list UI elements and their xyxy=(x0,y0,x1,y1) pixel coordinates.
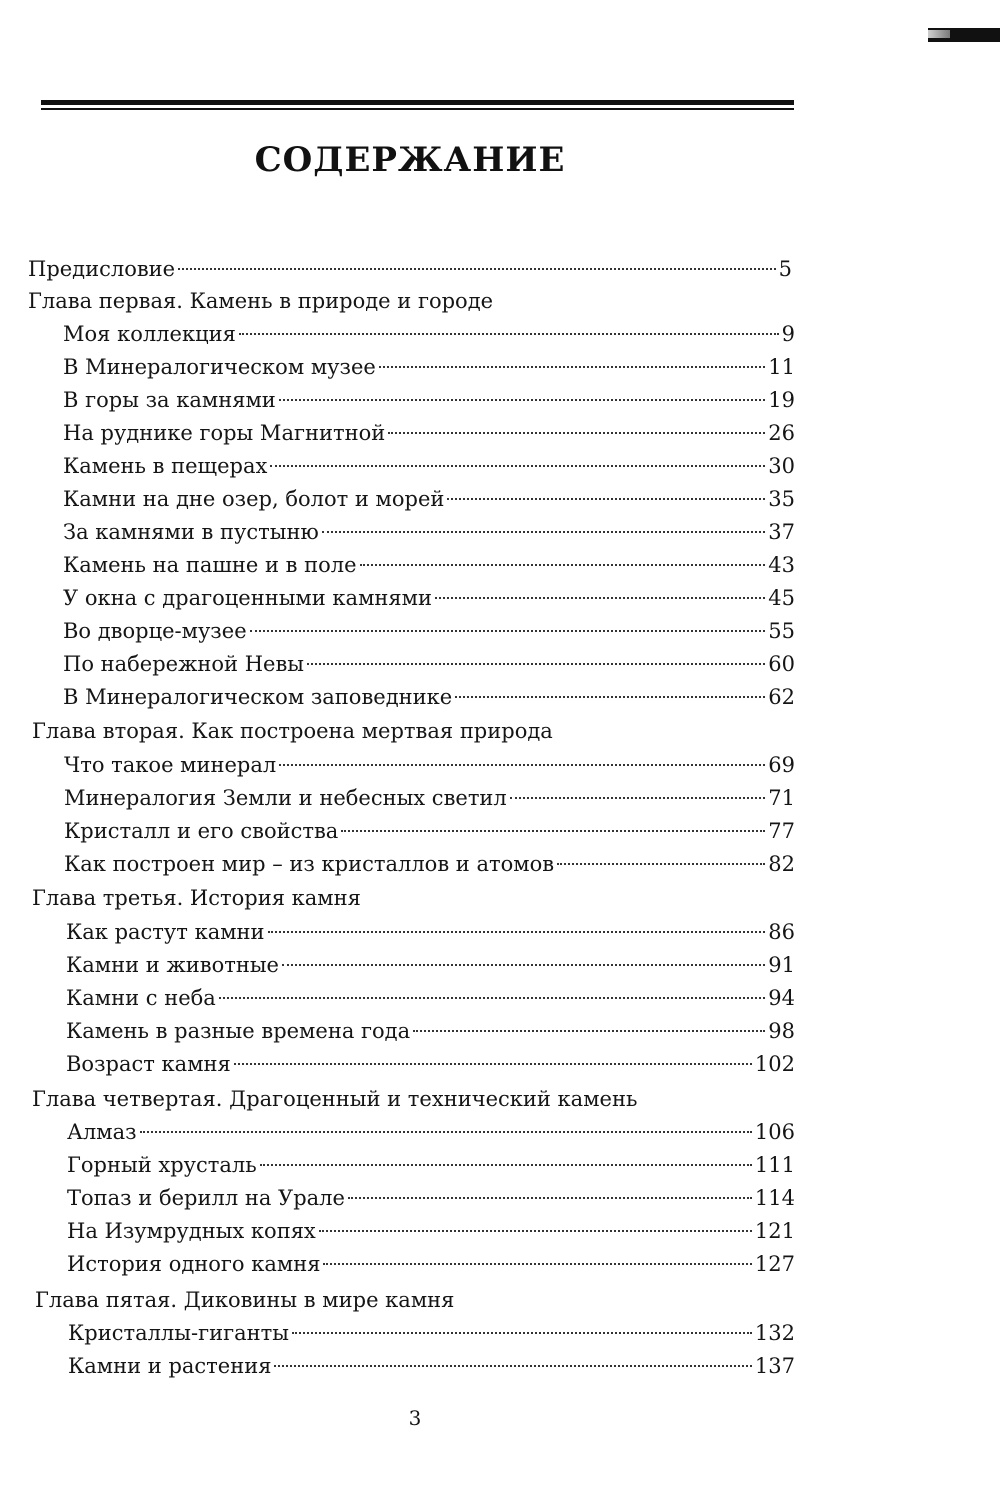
toc-entry-label: За камнями в пустыню xyxy=(63,520,319,544)
toc-entry[interactable] xyxy=(63,615,795,648)
dot-leader xyxy=(268,931,766,933)
toc-entry[interactable] xyxy=(63,516,795,549)
toc-entry[interactable] xyxy=(64,815,795,848)
toc-entry[interactable] xyxy=(63,318,795,351)
toc-entry-page: 111 xyxy=(754,1153,795,1177)
dot-leader xyxy=(274,1365,751,1367)
toc-entry-page: 94 xyxy=(768,986,795,1010)
toc-entry-label: Возраст камня xyxy=(66,1052,231,1076)
toc-entry-label: Как растут камни xyxy=(66,920,265,944)
toc-entry-page: 69 xyxy=(768,753,795,777)
toc-entry-label: Минералогия Земли и небесных светил xyxy=(64,786,507,810)
toc-entry-page: 137 xyxy=(754,1354,795,1378)
toc-entry-label: Как построен мир – из кристаллов и атомов xyxy=(64,852,555,876)
toc-entry-page: 26 xyxy=(768,421,795,445)
toc-entry-page: 55 xyxy=(768,619,795,643)
chapter-heading-2[interactable]: Глава вторая. Как построена мертвая природа xyxy=(32,719,553,743)
dot-leader xyxy=(279,399,765,401)
toc-entry-page: 102 xyxy=(754,1052,795,1076)
toc-entry-page: 132 xyxy=(754,1321,795,1345)
toc-entry[interactable] xyxy=(63,648,795,681)
dot-leader xyxy=(307,663,765,665)
toc-entry-page: 37 xyxy=(768,520,795,544)
dot-leader xyxy=(319,1230,752,1232)
toc-entry-page: 121 xyxy=(754,1219,795,1243)
chapter-heading-1[interactable]: Глава первая. Камень в природе и городе xyxy=(28,289,494,313)
dot-leader xyxy=(341,830,765,832)
page-number: 3 xyxy=(408,1406,422,1430)
dot-leader xyxy=(260,1164,752,1166)
toc-entry[interactable] xyxy=(66,982,795,1015)
toc-entry-label: Что такое минерал xyxy=(64,753,277,777)
toc-entry-page: 19 xyxy=(768,388,795,412)
toc-entry-label: В Минералогическом музее xyxy=(63,355,376,379)
dot-leader xyxy=(322,531,766,533)
toc-entry[interactable] xyxy=(63,384,795,417)
toc-entry-page: 30 xyxy=(768,454,795,478)
toc-entry[interactable] xyxy=(67,1149,795,1182)
chapter-heading-3[interactable]: Глава третья. История камня xyxy=(32,886,361,910)
top-rule-thin xyxy=(41,108,794,110)
dot-leader xyxy=(447,498,765,500)
toc-entry-label: Моя коллекция xyxy=(63,322,236,346)
toc-entry-label: Предисловие xyxy=(28,257,176,281)
toc-entry[interactable] xyxy=(67,1215,795,1248)
toc-entry-label: В горы за камнями xyxy=(63,388,276,412)
chapter-heading-5[interactable]: Глава пятая. Диковины в мире камня xyxy=(35,1288,455,1312)
toc-entry[interactable] xyxy=(66,949,795,982)
toc-entry[interactable] xyxy=(63,582,795,615)
toc-entry-label: Камни и животные xyxy=(66,953,279,977)
toc-entry-label: Камни и растения xyxy=(68,1354,272,1378)
dot-leader xyxy=(323,1263,751,1265)
dot-leader xyxy=(510,797,765,799)
toc-entry-label: В Минералогическом заповеднике xyxy=(63,685,453,709)
dot-leader xyxy=(178,268,776,270)
toc-entry-page: 82 xyxy=(768,852,795,876)
toc-entry-page: 71 xyxy=(768,786,795,810)
toc-entry-label: Кристаллы-гиганты xyxy=(68,1321,289,1345)
toc-entry-page: 91 xyxy=(768,953,795,977)
toc-entry[interactable] xyxy=(63,483,795,516)
dot-leader xyxy=(348,1197,752,1199)
toc-entry[interactable] xyxy=(64,749,795,782)
toc-entry-page: 106 xyxy=(754,1120,795,1144)
toc-entry-page: 9 xyxy=(781,322,795,346)
dot-leader xyxy=(388,432,765,434)
dot-leader xyxy=(557,863,765,865)
toc-entry-preface[interactable] xyxy=(28,253,792,286)
dot-leader xyxy=(270,465,765,467)
toc-entry-label: Камень в пещерах xyxy=(63,454,268,478)
toc-entry[interactable] xyxy=(63,351,795,384)
toc-entry[interactable] xyxy=(68,1317,795,1350)
dot-leader xyxy=(279,764,765,766)
toc-entry-page: 77 xyxy=(768,819,795,843)
dot-leader xyxy=(140,1131,752,1133)
toc-entry-label: На Изумрудных копях xyxy=(67,1219,316,1243)
toc-entry-page: 86 xyxy=(768,920,795,944)
toc-entry-label: Во дворце-музее xyxy=(63,619,247,643)
toc-entry[interactable] xyxy=(68,1350,795,1383)
toc-entry-page: 35 xyxy=(768,487,795,511)
dot-leader xyxy=(250,630,766,632)
dot-leader xyxy=(435,597,765,599)
toc-entry-page: 98 xyxy=(768,1019,795,1043)
toc-entry[interactable] xyxy=(66,916,795,949)
toc-entry-page: 127 xyxy=(754,1252,795,1276)
toc-entry-page: 114 xyxy=(754,1186,795,1210)
dot-leader xyxy=(282,964,765,966)
toc-entry-label: Камни на дне озер, болот и морей xyxy=(63,487,445,511)
toc-entry[interactable] xyxy=(67,1182,795,1215)
dot-leader xyxy=(292,1332,752,1334)
toc-entry-page: 43 xyxy=(768,553,795,577)
toc-entry-label: Камень в разные времена года xyxy=(66,1019,411,1043)
scan-corner-mark xyxy=(928,28,1000,42)
page-title: СОДЕРЖАНИЕ xyxy=(254,140,566,180)
toc-entry[interactable] xyxy=(64,848,795,881)
chapter-heading-4[interactable]: Глава четвертая. Драгоценный и технический камень xyxy=(32,1087,638,1111)
toc-entry[interactable] xyxy=(66,1048,795,1081)
dot-leader xyxy=(413,1030,765,1032)
toc-entry[interactable] xyxy=(66,1015,795,1048)
toc-entry-label: История одного камня xyxy=(67,1252,321,1276)
toc-entry-label: По набережной Невы xyxy=(63,652,304,676)
dot-leader xyxy=(379,366,765,368)
toc-entry[interactable] xyxy=(64,782,795,815)
toc-entry-label: У окна с драгоценными камнями xyxy=(63,586,432,610)
toc-entry-label: Камень на пашне и в поле xyxy=(63,553,357,577)
dot-leader xyxy=(219,997,765,999)
toc-entry[interactable] xyxy=(63,450,795,483)
top-rule-thick xyxy=(41,100,794,105)
dot-leader xyxy=(239,333,779,335)
dot-leader xyxy=(360,564,766,566)
toc-entry-label: Камни с неба xyxy=(66,986,216,1010)
toc-entry-page: 60 xyxy=(768,652,795,676)
toc-entry-label: Алмаз xyxy=(67,1120,137,1144)
toc-entry[interactable] xyxy=(67,1116,795,1149)
dot-leader xyxy=(455,696,765,698)
toc-entry-label: Топаз и берилл на Урале xyxy=(67,1186,345,1210)
toc-entry-page: 45 xyxy=(768,586,795,610)
dot-leader xyxy=(234,1063,752,1065)
toc-entry-label: Кристалл и его свойства xyxy=(64,819,339,843)
toc-entry-page: 11 xyxy=(768,355,795,379)
toc-entry-label: На руднике горы Магнитной xyxy=(63,421,386,445)
toc-entry[interactable] xyxy=(63,549,795,582)
toc-entry[interactable] xyxy=(63,417,795,450)
toc-entry[interactable] xyxy=(67,1248,795,1281)
toc-entry[interactable] xyxy=(63,681,795,714)
toc-entry-page: 62 xyxy=(768,685,795,709)
toc-entry-label: Горный хрусталь xyxy=(67,1153,257,1177)
toc-entry-page: 5 xyxy=(778,257,792,281)
